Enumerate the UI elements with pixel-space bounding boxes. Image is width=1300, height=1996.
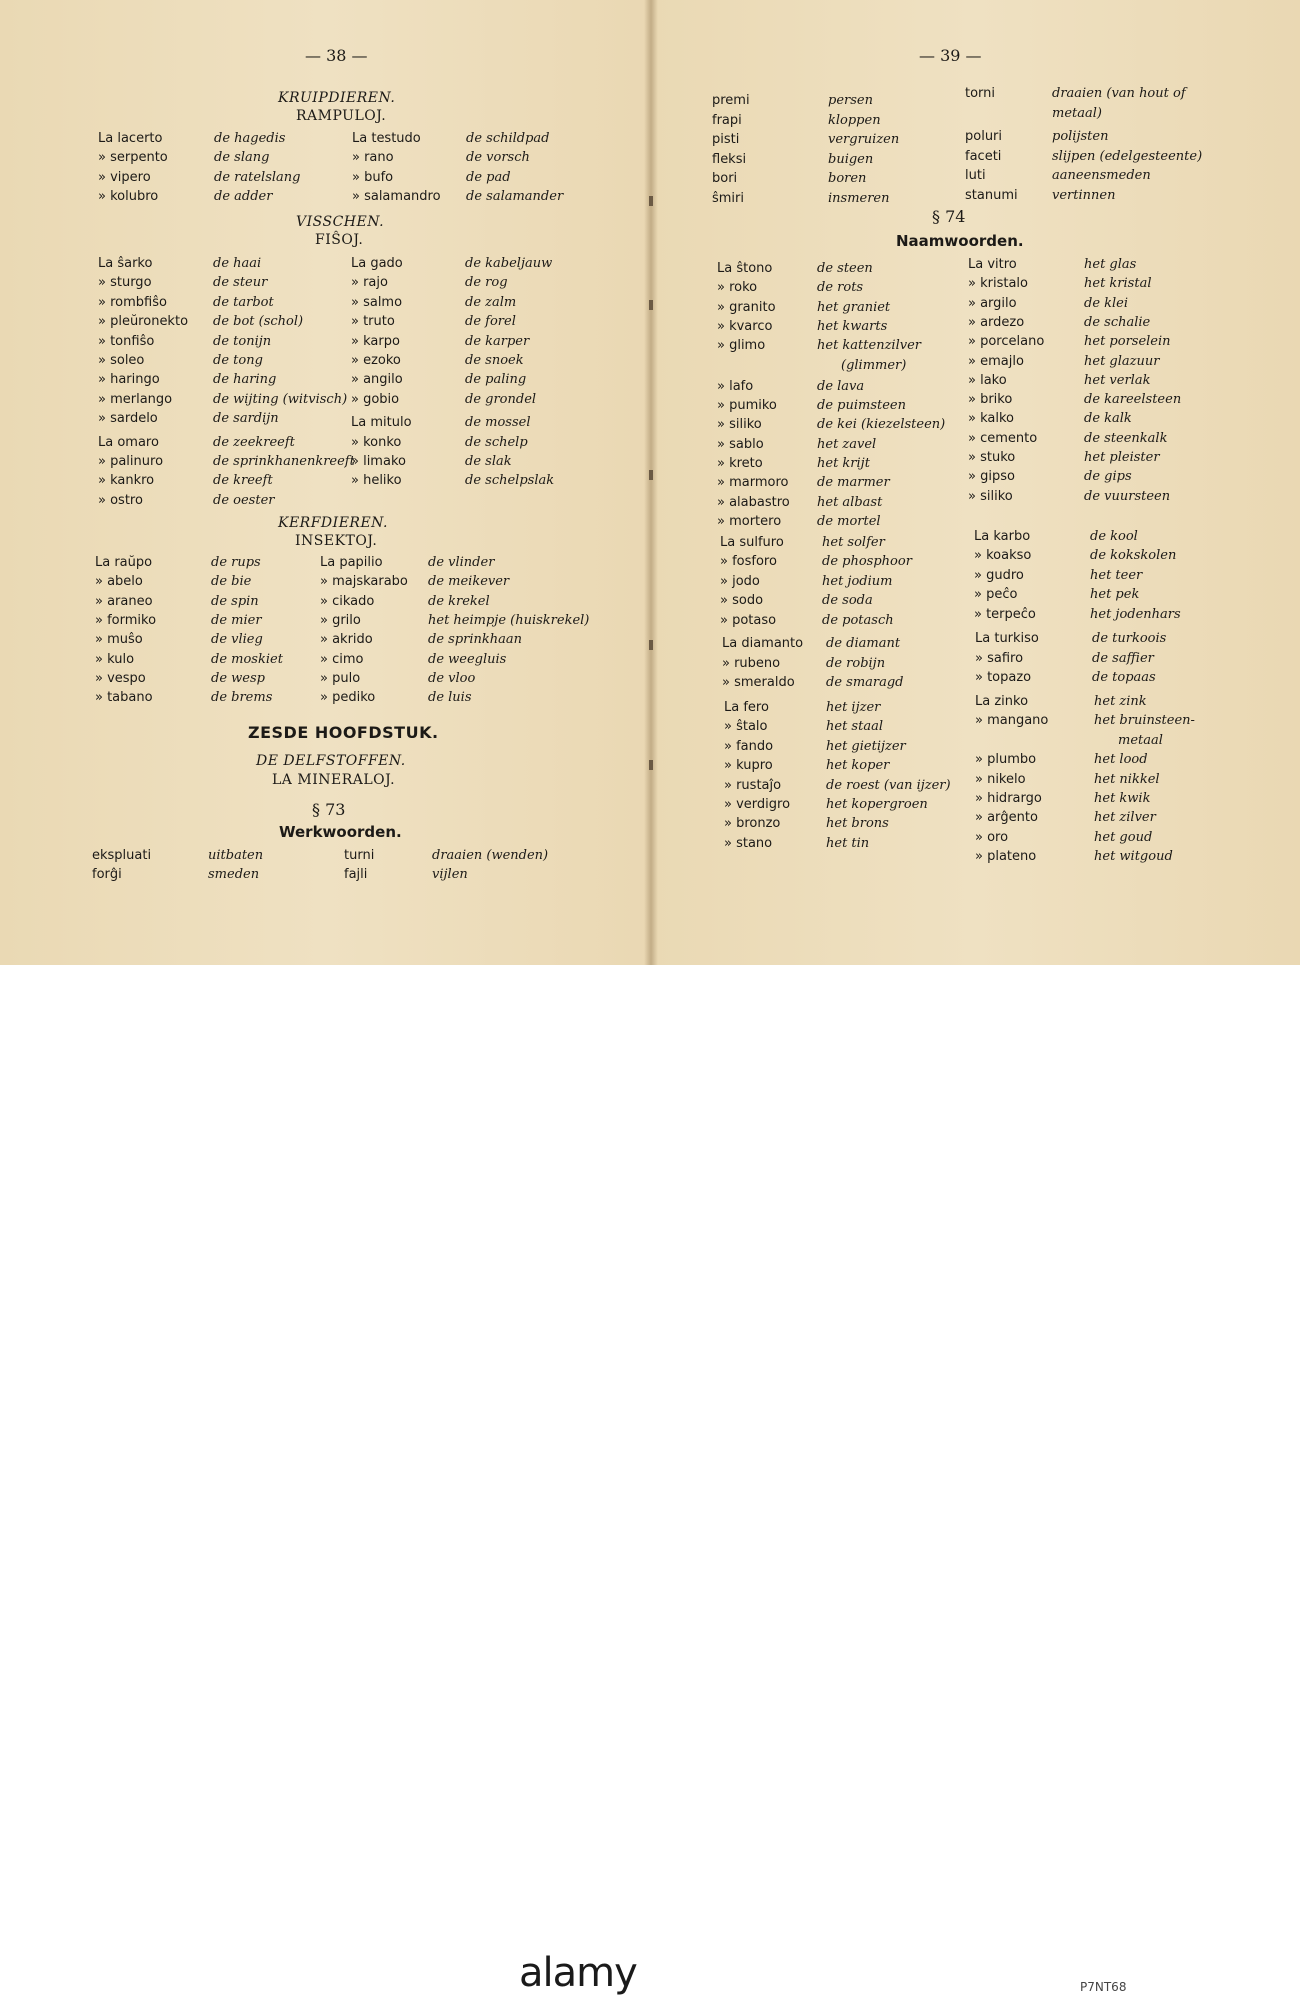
dutch-translation: vijlen [432,867,468,882]
esperanto-word: » siliko [968,488,1013,504]
esperanto-word: La vitro [968,257,1017,272]
esperanto-word: » stano [724,835,773,851]
dutch-translation: de schildpad [466,131,550,146]
esperanto-word: » topazo [975,670,1032,685]
dutch-translation: de zeekreeft [213,434,295,450]
esperanto-word: » koakso [974,548,1032,564]
esperanto-word: » haringo [98,372,160,388]
dutch-translation: de paling [465,372,527,388]
dutch-translation: de wijting (witvisch) [213,391,348,407]
esperanto-word: » sardelo [98,411,158,427]
dutch-translation: insmeren [828,190,890,206]
esperanto-word: » pumiko [717,398,777,414]
dutch-translation: het porselein [1084,334,1171,350]
esperanto-word: » marmoro [717,475,789,491]
esperanto-word: » vespo [95,670,146,686]
section-title-visschen: VISSCHEN. [296,214,385,230]
dutch-translation: de snoek [465,353,524,368]
esperanto-word: » salamandro [352,188,441,204]
esperanto-word: stanumi [965,187,1018,203]
dutch-translation: de mier [211,612,262,628]
binding-stitch [649,640,653,650]
dutch-translation: de roest (van ijzer) [826,777,951,793]
esperanto-word: » heliko [351,473,402,489]
esperanto-word: La gado [351,256,403,271]
dutch-translation: de ratelslang [214,169,301,185]
image-id: P7NT68 [1080,1980,1127,1994]
dutch-translation: de slang [214,150,270,166]
dutch-translation: de spin [211,593,259,609]
dutch-translation: de haai [213,256,262,271]
dutch-translation: de vuursteen [1084,488,1171,504]
esperanto-word: » mangano [975,713,1049,729]
dutch-translation: de vlinder [428,555,495,570]
dutch-translation: kloppen [828,112,881,128]
esperanto-word: La papilio [320,555,383,570]
book-gutter [644,0,658,965]
esperanto-word: » stuko [968,450,1016,465]
esperanto-word: » lafo [717,378,754,394]
stock-logo: alamy [519,1950,637,1996]
dutch-translation: de vloo [428,670,476,686]
esperanto-word: La turkiso [975,631,1039,646]
esperanto-word: » siliko [717,417,762,433]
dutch-translation: de karper [465,333,530,349]
dutch-translation: het zavel [817,436,877,452]
esperanto-word: luti [965,168,986,183]
dutch-translation: het solfer [822,535,885,550]
esperanto-word: La ŝtono [717,261,773,276]
dutch-translation: het kopergroen [826,797,928,812]
dutch-translation: het brons [826,816,889,832]
dutch-translation: de weegluis [428,651,507,667]
dutch-translation: de robijn [826,655,886,671]
dutch-translation: de lava [817,378,865,394]
dutch-translation: de krekel [428,593,490,609]
dutch-translation: de hagedis [214,131,286,146]
dutch-translation: de bie [211,574,252,590]
dutch-translation: de kokskolen [1090,548,1177,564]
dutch-translation: de zalm [465,294,517,310]
esperanto-word: » majskarabo [320,574,408,590]
esperanto-word: » kupro [724,758,773,774]
esperanto-word: » arĝento [975,810,1038,826]
esperanto-word: » ezoko [351,353,401,368]
esperanto-word: » gipso [968,469,1015,485]
dutch-translation: de kalk [1084,411,1132,427]
dutch-translation: het witgoud [1094,849,1173,865]
section-subtitle-mineraloj: LA MINERALOJ. [272,772,396,788]
esperanto-word: » peĉo [974,587,1018,603]
dutch-translation: de salamander [466,188,564,204]
esperanto-word: poluri [965,129,1003,144]
dutch-translation: het verlak [1084,372,1151,388]
esperanto-word: » cemento [968,430,1038,446]
esperanto-word: fleksi [712,151,747,167]
dutch-translation: de phosphoor [822,554,912,570]
esperanto-word: » araneo [95,593,153,609]
esperanto-word: pisti [712,132,740,147]
dutch-translation: het kwik [1094,791,1151,806]
dutch-translation: het jodenhars [1090,606,1181,622]
dutch-translation: de soda [822,593,873,609]
dutch-translation: het jodium [822,573,893,589]
esperanto-word: » kolubro [98,188,159,204]
dutch-translation: het teer [1090,567,1143,583]
esperanto-word: torni [965,86,996,101]
dutch-translation: de kreeft [213,473,273,489]
dutch-translation: metaal) [1052,105,1102,121]
binding-stitch [649,760,653,770]
esperanto-word: » soleo [98,353,145,368]
esperanto-word: forĝi [92,867,122,882]
dutch-translation: de turkoois [1092,631,1167,646]
dutch-translation: de klei [1084,295,1129,311]
esperanto-word: La mitulo [351,415,412,431]
esperanto-word: La omaro [98,434,159,450]
esperanto-word: » kristalo [968,276,1028,292]
paragraph-number-73: § 73 [312,800,346,819]
esperanto-word: La raŭpo [95,555,153,570]
esperanto-word: » fosforo [720,554,777,570]
dutch-translation: de tonijn [213,333,272,349]
esperanto-word: » roko [717,280,758,296]
dutch-translation: de rups [211,555,261,570]
esperanto-word: » gudro [974,567,1024,583]
esperanto-word: » salmo [351,294,403,310]
esperanto-word: » porcelano [968,334,1045,350]
esperanto-word: » plumbo [975,752,1037,768]
esperanto-word: » rubeno [722,655,781,671]
esperanto-word: » fando [724,738,774,754]
page-number-right: — 39 — [919,46,982,65]
dutch-translation: vertinnen [1052,187,1116,203]
dutch-translation: de rots [817,280,864,296]
dutch-translation: het nikkel [1094,771,1160,787]
esperanto-word: » pleŭronekto [98,314,189,330]
dutch-translation: de kei (kiezelsteen) [817,417,946,433]
section-title-kerfdieren: KERFDIEREN. [278,515,388,531]
dutch-translation: slijpen (edelgesteente) [1052,148,1203,164]
dutch-translation: buigen [828,151,874,167]
dutch-translation: metaal [1118,732,1163,748]
stock-footer [0,965,1300,1996]
dutch-translation: de meikever [428,574,510,590]
esperanto-word: bori [712,171,738,186]
dutch-translation: het goud [1094,829,1153,845]
dutch-translation: het staal [826,719,883,735]
esperanto-word: » sturgo [98,275,152,291]
dutch-translation: de brems [211,690,273,706]
dutch-translation: de grondel [465,391,537,407]
binding-stitch [649,196,653,206]
page-number-left: — 38 — [305,46,368,65]
dutch-translation: aaneensmeden [1052,168,1151,183]
binding-stitch [649,470,653,480]
section-subtitle-fisoj: FIŜOJ. [315,232,364,248]
dutch-translation: de sprinkhaan [428,632,523,648]
esperanto-word: » pediko [320,690,376,706]
esperanto-word: » argilo [968,295,1017,311]
dutch-translation: de vorsch [466,150,530,166]
esperanto-word: » cimo [320,651,364,667]
esperanto-word: La karbo [974,529,1031,544]
dutch-translation: de pad [466,169,511,185]
esperanto-word: La diamanto [722,636,804,651]
dutch-translation: de schelp [465,434,528,450]
esperanto-word: » glimo [717,338,766,354]
dutch-translation: de bot (schol) [213,314,304,330]
esperanto-word: » terpeĉo [974,606,1036,622]
dutch-translation: de luis [428,690,472,706]
esperanto-word: » rombfiŝo [98,294,167,310]
esperanto-word: » angilo [351,372,403,388]
esperanto-word: » abelo [95,574,143,590]
dutch-translation: de diamant [826,636,901,651]
dutch-translation: de wesp [211,670,265,686]
dutch-translation: uitbaten [208,848,264,863]
esperanto-word: » grilo [320,612,361,628]
dutch-translation: de mortel [817,513,881,529]
dutch-translation: de schalie [1084,314,1151,330]
esperanto-word: » cikado [320,593,375,609]
dutch-translation: de haring [213,372,277,388]
esperanto-word: La lacerto [98,131,163,146]
dutch-translation: het kristal [1084,276,1152,292]
dutch-translation: de rog [465,275,508,291]
dutch-translation: de schelpslak [465,473,555,489]
esperanto-word: » truto [351,314,395,330]
dutch-translation: de steen [817,261,873,276]
dutch-translation: de kool [1090,529,1138,544]
esperanto-word: » kankro [98,473,155,489]
dutch-translation: de steur [213,275,268,291]
esperanto-word: ŝmiri [712,190,745,206]
dutch-translation: de vlieg [211,632,263,648]
esperanto-word: » pulo [320,670,361,686]
dutch-translation: de tarbot [213,294,274,310]
dutch-translation: het glazuur [1084,353,1160,369]
dutch-translation: het zink [1094,694,1147,709]
section-title-delfstoffen: DE DELFSTOFFEN. [256,753,406,769]
dutch-translation: de saffier [1092,650,1154,666]
esperanto-word: » lako [968,372,1007,388]
dutch-translation: polijsten [1052,129,1109,144]
esperanto-word: » konko [351,434,402,450]
esperanto-word: » oro [975,829,1009,845]
dutch-translation: het ijzer [826,700,881,715]
esperanto-word: La testudo [352,131,421,146]
dutch-translation: persen [828,93,873,108]
esperanto-word: La ŝarko [98,256,153,271]
dutch-translation: het kwarts [817,318,888,334]
dutch-translation: de mossel [465,415,531,431]
dutch-translation: de puimsteen [817,398,906,414]
esperanto-word: » merlango [98,391,173,407]
esperanto-word: » rano [352,150,394,166]
dutch-translation: de potasch [822,612,894,628]
dutch-translation: het zilver [1094,810,1156,826]
esperanto-word: » rustaĵo [724,777,782,793]
dutch-translation: draaien (wenden) [432,848,549,863]
esperanto-word: » bronzo [724,816,781,832]
esperanto-word: » nikelo [975,771,1026,787]
esperanto-word: » ostro [98,492,143,508]
esperanto-word: » kvarco [717,318,773,334]
dutch-translation: de forel [465,314,516,330]
esperanto-word: » kulo [95,651,135,667]
esperanto-word: » potaso [720,612,777,628]
dutch-translation: de topaas [1092,670,1156,685]
esperanto-word: » mortero [717,513,782,529]
esperanto-word: » tabano [95,690,153,706]
dutch-translation: het bruinsteen- [1094,713,1195,729]
esperanto-word: » plateno [975,849,1037,865]
esperanto-word: faceti [965,148,1002,164]
esperanto-word: » muŝo [95,632,143,648]
section-title-kruipdieren: KRUIPDIEREN. [278,90,396,106]
esperanto-word: » safiro [975,650,1024,666]
esperanto-word: ekspluati [92,848,152,863]
esperanto-word: » akrido [320,632,373,648]
book-spread [0,0,1300,965]
dutch-translation: de slak [465,454,512,469]
section-subtitle-rampuloj: RAMPULOJ. [296,108,387,124]
esperanto-word: La zinko [975,694,1029,709]
esperanto-word: » kreto [717,456,763,471]
esperanto-word: » hidrargo [975,791,1042,806]
esperanto-word: turni [344,848,375,863]
dutch-translation: het krijt [817,456,870,471]
esperanto-word: frapi [712,112,742,128]
dutch-translation: het graniet [817,299,891,315]
esperanto-word: » serpento [98,150,168,166]
esperanto-word: » sablo [717,436,764,452]
section-heading-naamwoorden: Naamwoorden. [896,232,1024,250]
dutch-translation: het tin [826,835,870,851]
esperanto-word: » rajo [351,275,388,291]
dutch-translation: de tong [213,353,263,368]
dutch-translation: de moskiet [211,651,283,667]
esperanto-word: » granito [717,299,776,315]
esperanto-word: » karpo [351,333,400,349]
esperanto-word: » tonfiŝo [98,333,155,349]
dutch-translation: de kabeljauw [465,256,553,271]
dutch-translation: smeden [208,867,260,882]
esperanto-word: » kalko [968,411,1014,427]
esperanto-word: La sulfuro [720,535,784,550]
dutch-translation: de steenkalk [1084,430,1168,446]
esperanto-word: » sodo [720,593,764,609]
dutch-translation: het pek [1090,587,1140,603]
esperanto-word: » limako [351,454,406,469]
esperanto-word: » briko [968,392,1013,408]
esperanto-word: La fero [724,700,769,715]
esperanto-word: » verdigro [724,797,791,812]
esperanto-word: » alabastro [717,494,790,510]
esperanto-word: » jodo [720,573,760,589]
esperanto-word: » vipero [98,169,151,185]
dutch-translation: het koper [826,758,890,774]
dutch-translation: de marmer [817,475,890,491]
esperanto-word: » formiko [95,612,157,628]
dutch-translation: vergruizen [828,132,900,147]
dutch-translation: het albast [817,494,883,510]
dutch-translation: de gips [1084,469,1132,485]
dutch-translation: de sardijn [213,411,279,427]
dutch-translation: draaien (van hout of [1052,86,1186,101]
esperanto-word: » smeraldo [722,675,795,690]
dutch-translation: het lood [1094,752,1148,768]
section-heading-werkwoorden: Werkwoorden. [279,823,402,841]
section-subtitle-insektoj: INSEKTOJ. [295,533,378,549]
dutch-translation: de oester [213,492,275,508]
esperanto-word: » bufo [352,169,394,185]
dutch-translation: het heimpje (huiskrekel) [428,612,590,628]
esperanto-word: » ardezo [968,314,1025,330]
esperanto-word: premi [712,93,750,108]
dutch-translation: de sprinkhanenkreeft [213,454,355,469]
dutch-translation: de adder [214,188,273,204]
dutch-translation: het glas [1084,257,1137,272]
esperanto-word: fajli [344,867,368,882]
dutch-translation: de smaragd [826,675,904,690]
dutch-translation: de kareelsteen [1084,392,1182,408]
dutch-translation: boren [828,171,867,186]
dutch-translation: het gietijzer [826,738,906,754]
chapter-heading: ZESDE HOOFDSTUK. [248,723,439,742]
paragraph-number-74: § 74 [932,207,966,226]
esperanto-word: » ŝtalo [724,719,768,735]
dutch-translation: (glimmer) [841,357,907,373]
esperanto-word: » gobio [351,391,400,407]
dutch-translation: het pleister [1084,450,1160,465]
esperanto-word: » palinuro [98,454,164,469]
binding-stitch [649,300,653,310]
dutch-translation: het kattenzilver [817,338,921,354]
esperanto-word: » emajlo [968,353,1024,369]
